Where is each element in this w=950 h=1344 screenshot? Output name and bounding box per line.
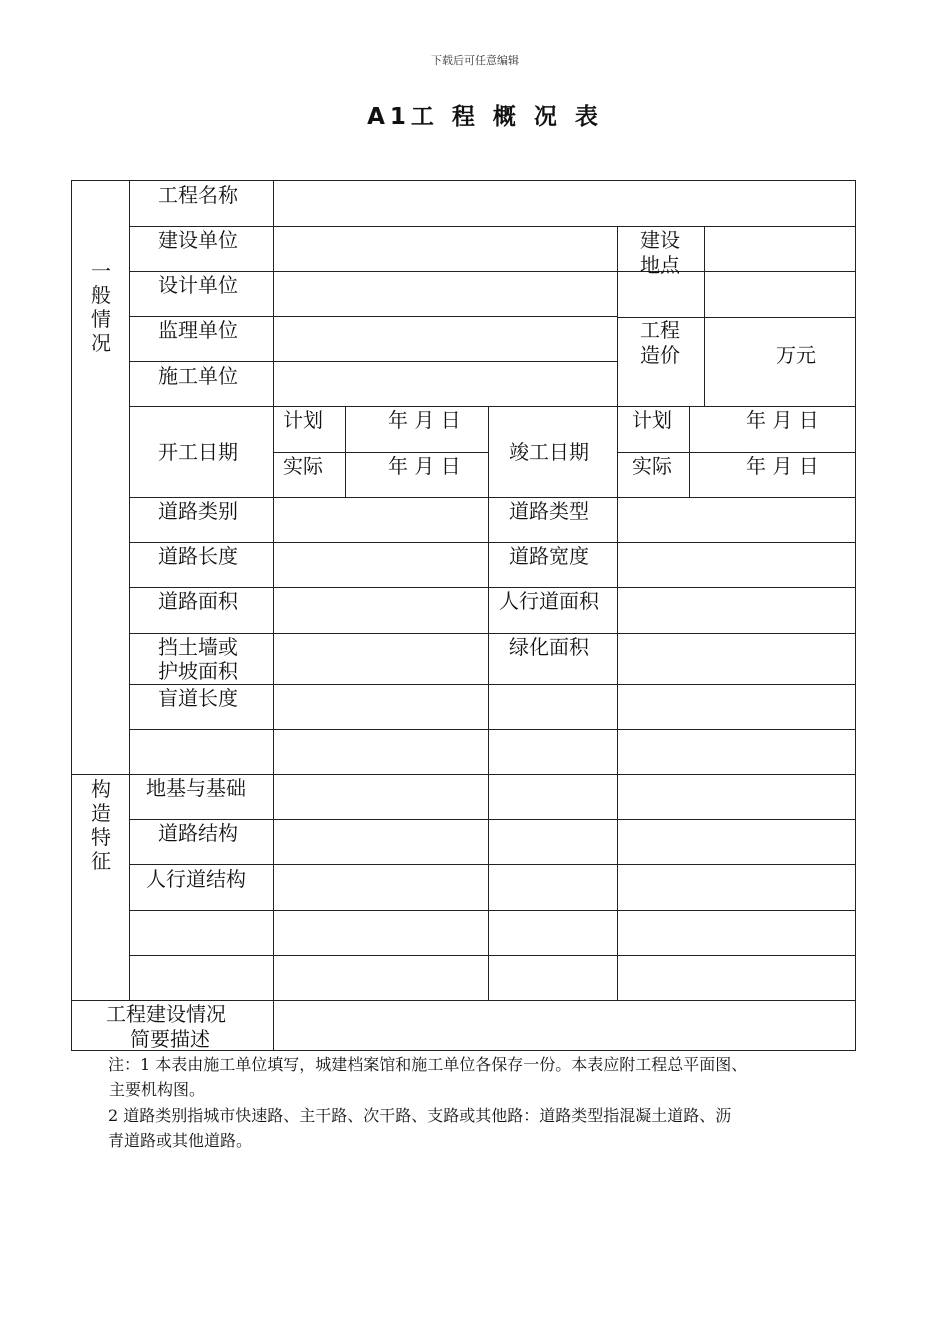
footnotes (108, 1052, 868, 1153)
completion-planned-label: 计划 (632, 408, 672, 432)
project-overview-table (71, 180, 856, 1051)
row-divider (129, 864, 856, 865)
road-category-label: 道路类别 (158, 499, 238, 523)
row-divider (129, 955, 856, 956)
supervision-unit-label: 监理单位 (158, 318, 238, 342)
summary-label-2: 简要描述 (130, 1027, 210, 1051)
summary-label: 工程建设情况 (106, 1002, 226, 1026)
start-actual-date: 年 月 日 (388, 454, 461, 478)
note-2-line-2: 青道路或其他道路。 (108, 1131, 253, 1150)
foundation-label: 地基与基础 (146, 776, 246, 800)
row-divider (129, 910, 856, 911)
row-divider (129, 497, 856, 498)
site-location-label-2: 地点 (640, 253, 680, 277)
row-divider (129, 226, 856, 227)
start-actual-label: 实际 (283, 454, 323, 478)
row-divider (129, 406, 856, 407)
construction-unit-label: 建设单位 (158, 228, 238, 252)
road-length-label: 道路长度 (158, 544, 238, 568)
row-divider (617, 452, 856, 453)
road-area-label: 道路面积 (158, 589, 238, 613)
column-divider (704, 226, 705, 407)
row-divider (129, 587, 856, 588)
green-area-label: 绿化面积 (509, 635, 589, 659)
start-planned-label: 计划 (283, 408, 323, 432)
note-2-line-1: 2 道路类别指城市快速路、主干路、次干路、支路或其他路：道路类型指混凝土道路、沥 (108, 1106, 732, 1125)
column-divider (617, 226, 618, 407)
section-general-label: 一般情况 (91, 259, 111, 355)
row-divider (129, 729, 856, 730)
start-date-label: 开工日期 (158, 440, 238, 464)
site-location-label: 建设 (640, 228, 680, 252)
road-width-label: 道路宽度 (509, 544, 589, 568)
blind-road-length-label: 盲道长度 (158, 686, 238, 710)
completion-actual-label: 实际 (632, 454, 672, 478)
section-structure-label: 构造特征 (91, 777, 111, 873)
retaining-wall-label: 挡土墙或 (158, 635, 238, 659)
row-divider (129, 316, 617, 317)
note-1-line-1: 注：1 本表由施工单位填写，城建档案馆和施工单位各保存一份。本表应附工程总平面图、 (108, 1055, 748, 1074)
project-cost-label: 工程 (640, 318, 680, 342)
project-name-label: 工程名称 (158, 183, 238, 207)
row-divider (129, 684, 856, 685)
column-divider (689, 406, 690, 498)
section-divider (72, 1000, 856, 1001)
row-divider (129, 542, 856, 543)
project-cost-label-2: 造价 (640, 343, 680, 367)
road-structure-label: 道路结构 (158, 821, 238, 845)
start-planned-date: 年 月 日 (388, 408, 461, 432)
column-divider (273, 181, 274, 1051)
completion-planned-date: 年 月 日 (746, 408, 819, 432)
document-title: A1工 程 概 况 表 (367, 104, 603, 130)
header-note: 下载后可任意编辑 (431, 54, 519, 67)
column-divider (617, 406, 618, 1001)
cost-unit-label: 万元 (776, 343, 816, 367)
column-divider (488, 406, 489, 1001)
column-divider (129, 181, 130, 1001)
row-divider (129, 633, 856, 634)
road-type-label: 道路类型 (509, 499, 589, 523)
completion-actual-date: 年 月 日 (746, 454, 819, 478)
retaining-wall-label-2: 护坡面积 (158, 659, 238, 683)
row-divider (273, 452, 488, 453)
sidewalk-area-label: 人行道面积 (499, 589, 599, 613)
builder-unit-label: 施工单位 (158, 364, 238, 388)
note-1-line-2: 主要机构图。 (109, 1080, 206, 1099)
sidewalk-structure-label: 人行道结构 (146, 867, 246, 891)
completion-date-label: 竣工日期 (509, 440, 589, 464)
row-divider (129, 271, 856, 272)
design-unit-label: 设计单位 (158, 273, 238, 297)
section-divider (72, 774, 856, 775)
column-divider (345, 406, 346, 498)
row-divider (129, 819, 856, 820)
row-divider (129, 361, 617, 362)
